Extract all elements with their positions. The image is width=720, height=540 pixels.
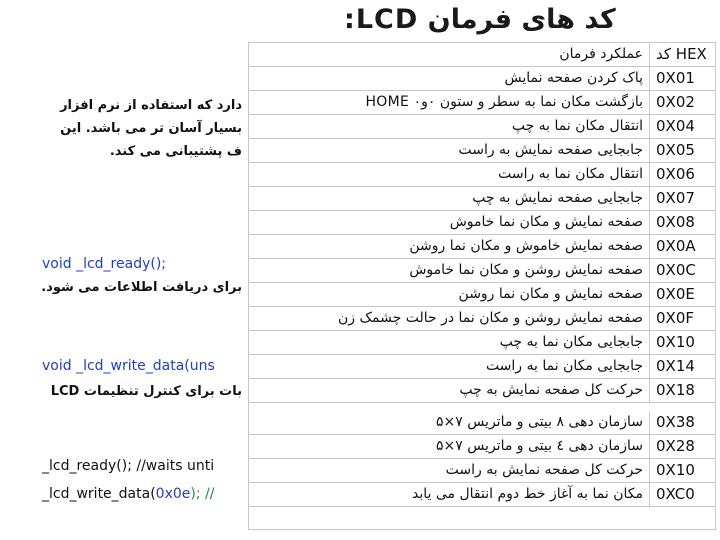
command-description: بازگشت مکان نما به سطر و ستون ۰و۰ HOME <box>365 94 643 110</box>
code2-text: void _lcd_write_data(uns <box>42 358 215 374</box>
command-description: جابجایی مکان نما به چپ <box>499 334 643 350</box>
table-row <box>249 235 715 259</box>
hex-code: 0X0C <box>649 259 715 282</box>
hex-code: 0X0E <box>649 283 715 306</box>
hex-code: 0X18 <box>649 379 715 402</box>
command-description: انتقال مکان نما به راست <box>498 166 643 182</box>
table-row <box>249 115 715 139</box>
command-description: انتقال مکان نما به چپ <box>511 118 643 134</box>
command-description: حرکت کل صفحه نمایش به چپ <box>459 382 643 398</box>
code4-part-b: ); // <box>190 486 215 502</box>
command-description: جابجایی صفحه نمایش به راست <box>458 142 643 158</box>
table-row <box>249 307 715 331</box>
hex-code: 0X01 <box>649 67 715 90</box>
code4-part-a: _lcd_write_data( <box>42 486 156 502</box>
code4-number: 0x0e <box>155 486 191 502</box>
command-description: صفحه نمایش و مکان نما خاموش <box>449 214 643 230</box>
intro-line-1: دارد که‌ استفاده از نرم افزار <box>60 98 242 113</box>
hex-code: 0XC0 <box>649 483 715 506</box>
table-row <box>249 331 715 355</box>
table-header-row <box>249 43 715 67</box>
command-description: جابجایی مکان نما به راست <box>485 358 643 374</box>
code-ready-call <box>42 456 242 476</box>
hex-code: 0X07 <box>649 187 715 210</box>
hex-code: 0X06 <box>649 163 715 186</box>
command-description: پاک کردن صفحه نمایش <box>504 70 643 86</box>
intro-line-3: ف پشتیبانی می کند. <box>109 144 242 159</box>
table-row <box>249 379 715 403</box>
code1-text: void _lcd_ready(); <box>42 256 167 272</box>
code2-description: بات برای کنترل تنظیمات LCD <box>50 384 242 399</box>
table-row <box>249 459 715 483</box>
table-row <box>249 435 715 459</box>
command-description: مکان نما به آغاز خط دوم انتقال می یابد <box>412 486 643 502</box>
table-row <box>249 67 715 91</box>
command-description: سازمان دهی ٤ بیتی و ماتریس ۷×۵ <box>435 438 643 454</box>
slide-title: کد های فرمان LCD: <box>344 4 616 35</box>
table-row <box>249 259 715 283</box>
table-row <box>249 139 715 163</box>
hex-code: 0X05 <box>649 139 715 162</box>
left-panel <box>40 94 242 540</box>
header-desc: عملکرد فرمان <box>559 46 643 62</box>
header-hex: کد HEX <box>649 43 715 66</box>
command-description: جابجایی صفحه نمایش به چپ <box>472 190 643 206</box>
hex-code: 0X10 <box>649 459 715 482</box>
hex-code: 0X02 <box>649 91 715 114</box>
hex-code: 0X08 <box>649 211 715 234</box>
command-description: صفحه نمایش روشن و مکان نما خاموش <box>409 262 643 278</box>
table-row <box>249 187 715 211</box>
command-description: سازمان دهی ۸ بیتی و ماتریس ۷×۵ <box>435 414 643 430</box>
hex-code: 0X10 <box>649 331 715 354</box>
code3-text: _lcd_ready(); //waits unti <box>42 458 215 474</box>
hex-code: 0X38 <box>649 411 715 434</box>
lcd-command-table <box>248 42 716 530</box>
hex-code: 0X14 <box>649 355 715 378</box>
intro-line-2: بسیار آسان تر می باشد. این <box>60 121 242 136</box>
table-row <box>249 411 715 435</box>
code-write-call <box>42 484 242 504</box>
hex-code: 0X0A <box>649 235 715 258</box>
table-row <box>249 483 715 507</box>
code1-description: برای دریافت اطلاعات می شود. <box>41 280 242 295</box>
hex-code: 0X0F <box>649 307 715 330</box>
command-description: صفحه نمایش و مکان نما روشن <box>458 286 643 302</box>
table-row <box>249 91 715 115</box>
hex-code: 0X04 <box>649 115 715 138</box>
code-ready-declaration <box>42 254 242 274</box>
code-write-declaration <box>42 356 242 376</box>
command-description: صفحه نمایش روشن و مکان نما در حالت چشمک زن <box>337 310 643 326</box>
table-row <box>249 211 715 235</box>
table-row <box>249 355 715 379</box>
command-description: صفحه نمایش خاموش و مکان نما روشن <box>409 238 643 254</box>
hex-code: 0X28 <box>649 435 715 458</box>
table-row <box>249 283 715 307</box>
command-description: حرکت کل صفحه نمایش به راست <box>445 462 643 478</box>
table-row <box>249 163 715 187</box>
